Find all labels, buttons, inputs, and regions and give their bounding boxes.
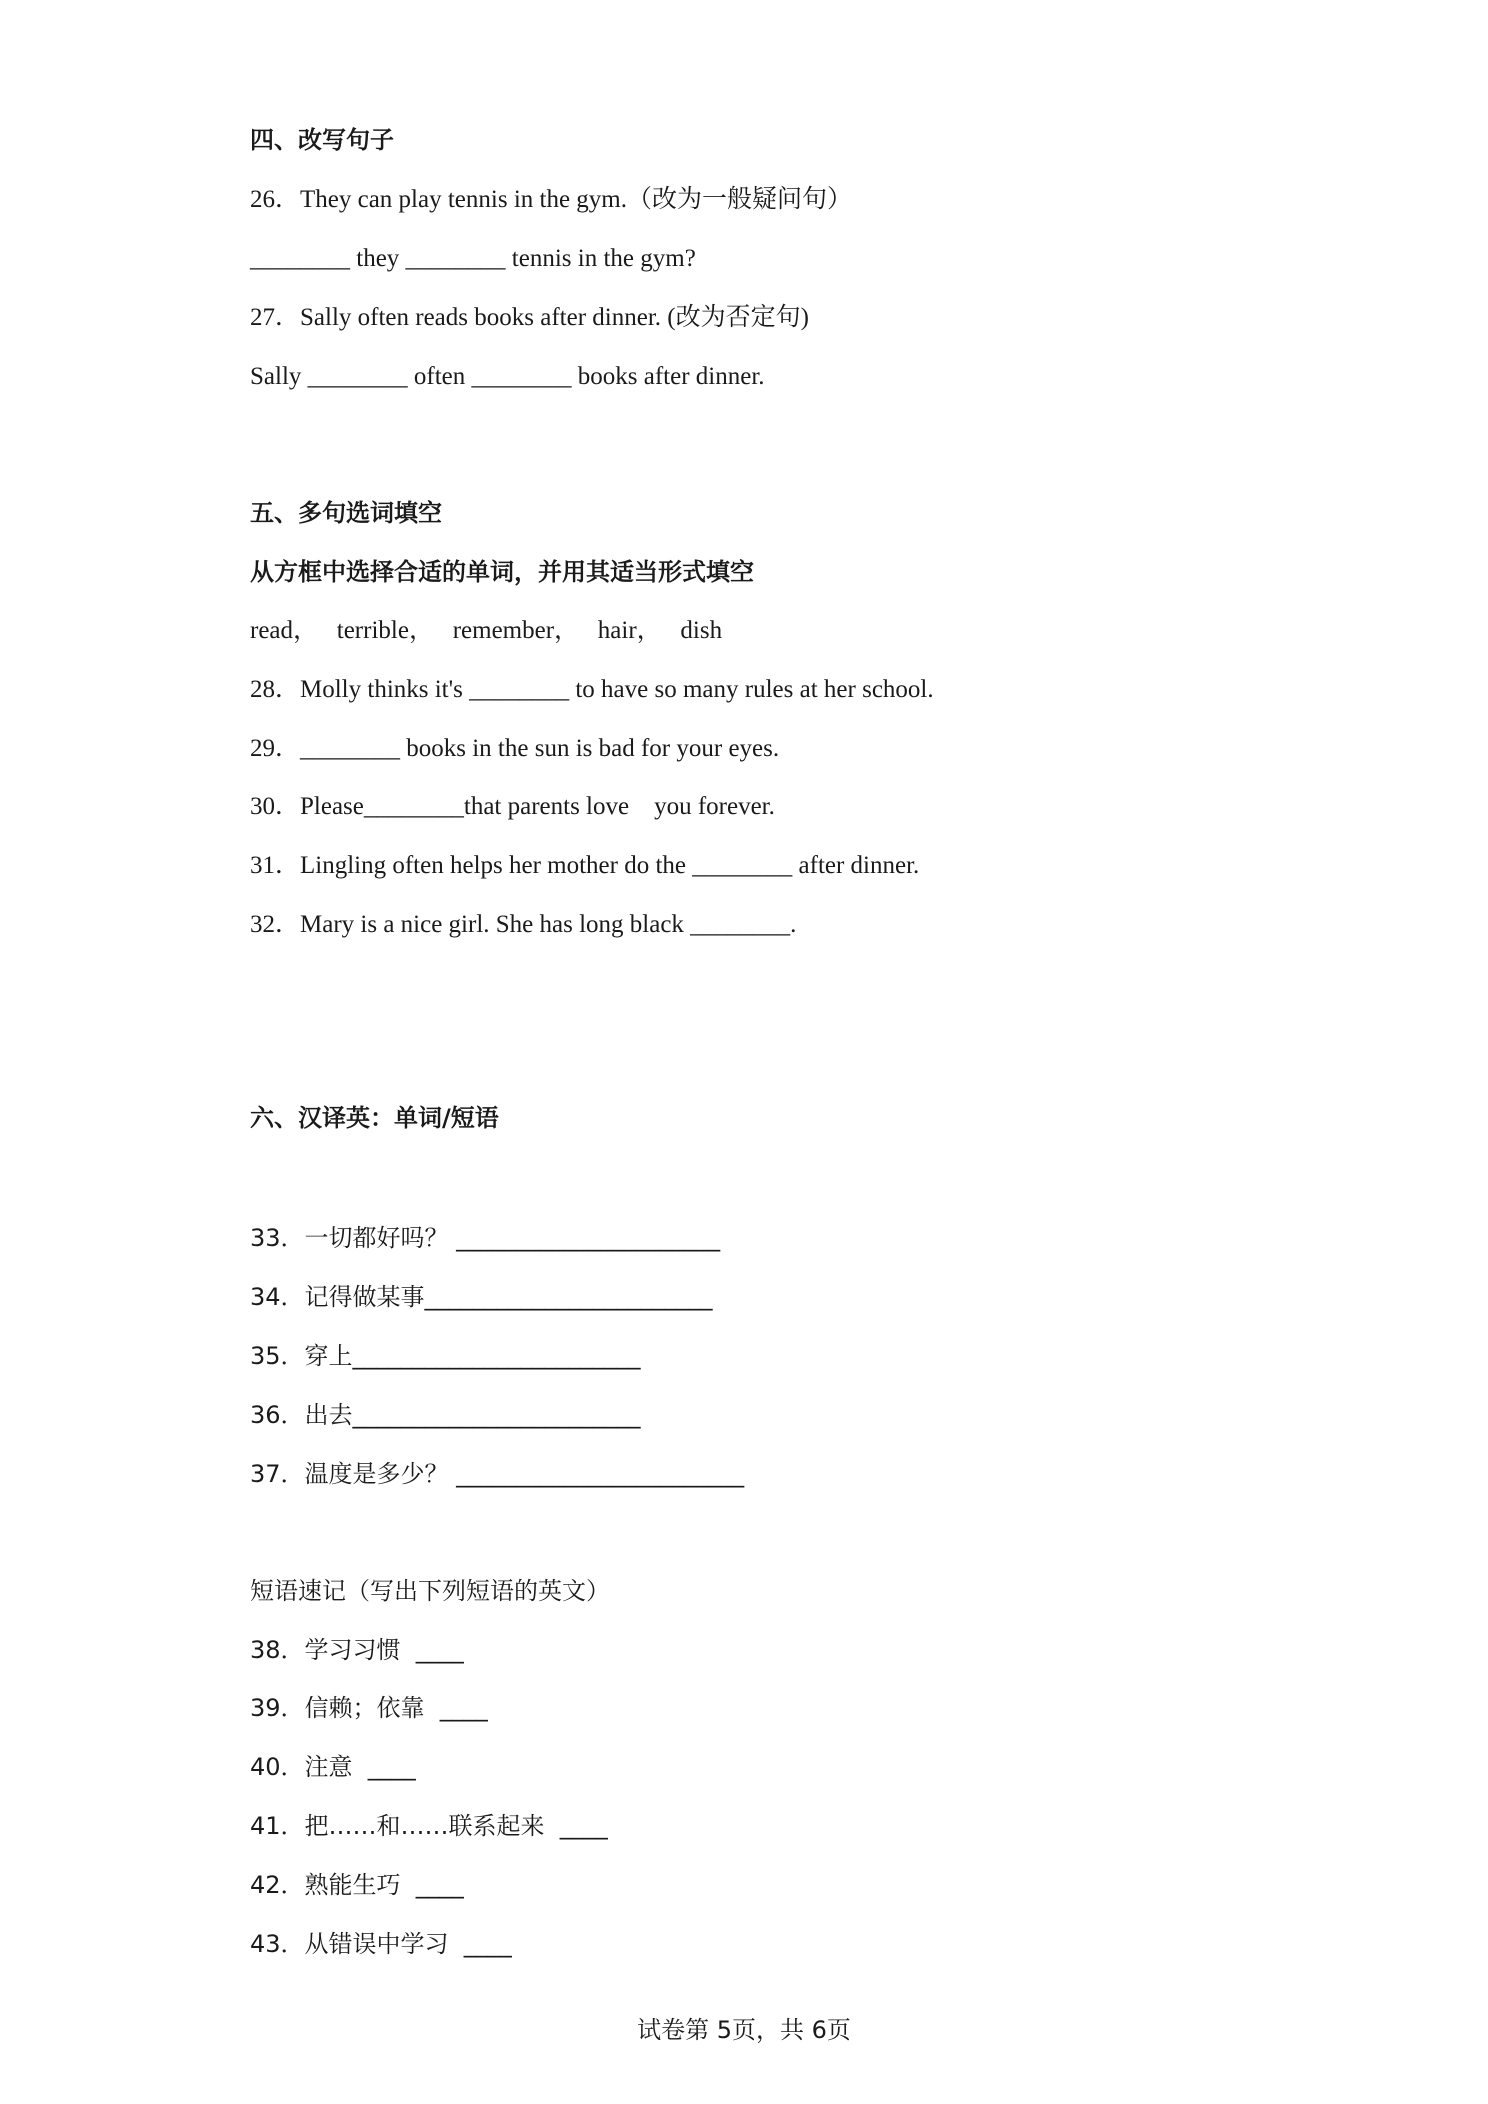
question-27-answer-line: Sally ________ often ________ books after dinner. — [250, 363, 765, 390]
page-footer: 试卷第 5页，共 6页 — [637, 2016, 851, 2044]
phrases-title: 短语速记（写出下列短语的英文） — [250, 1577, 610, 1605]
question-26: 26．They can play tennis in the gym.（改为一般疑问句） — [250, 186, 853, 213]
question-33: 33．一切都好吗？ ______________________ — [250, 1224, 721, 1252]
question-29: 29．________ books in the sun is bad for your eyes. — [250, 735, 780, 762]
question-36: 36．出去________________________ — [250, 1401, 641, 1429]
question-34: 34．记得做某事________________________ — [250, 1283, 713, 1311]
word-bank: read， terrible， remember， hair， dish — [250, 617, 723, 644]
question-40: 40．注意 ____ — [250, 1753, 416, 1781]
question-30: 30．Please________that parents love you forever. — [250, 793, 775, 820]
question-26-answer-line: ________ they ________ tennis in the gym? — [250, 245, 696, 272]
question-39: 39．信赖；依靠 ____ — [250, 1694, 488, 1722]
question-41: 41．把……和……联系起来 ____ — [250, 1812, 608, 1840]
question-27: 27．Sally often reads books after dinner. (改为否定句) — [250, 304, 809, 331]
question-38: 38．学习习惯 ____ — [250, 1636, 464, 1664]
question-31: 31．Lingling often helps her mother do the ________ after dinner. — [250, 852, 920, 879]
section-4-title: 四、改写句子 — [250, 126, 394, 154]
section-5-instruction: 从方框中选择合适的单词，并用其适当形式填空 — [250, 558, 754, 586]
section-6-title: 六、汉译英：单词/短语 — [250, 1104, 499, 1132]
question-32: 32．Mary is a nice girl. She has long black ________. — [250, 911, 797, 938]
question-35: 35．穿上________________________ — [250, 1342, 641, 1370]
question-43: 43．从错误中学习 ____ — [250, 1930, 512, 1958]
question-37: 37．温度是多少？ ________________________ — [250, 1460, 745, 1488]
question-28: 28．Molly thinks it's ________ to have so many rules at her school. — [250, 676, 934, 703]
question-42: 42．熟能生巧 ____ — [250, 1871, 464, 1899]
section-5-title: 五、多句选词填空 — [250, 499, 442, 527]
